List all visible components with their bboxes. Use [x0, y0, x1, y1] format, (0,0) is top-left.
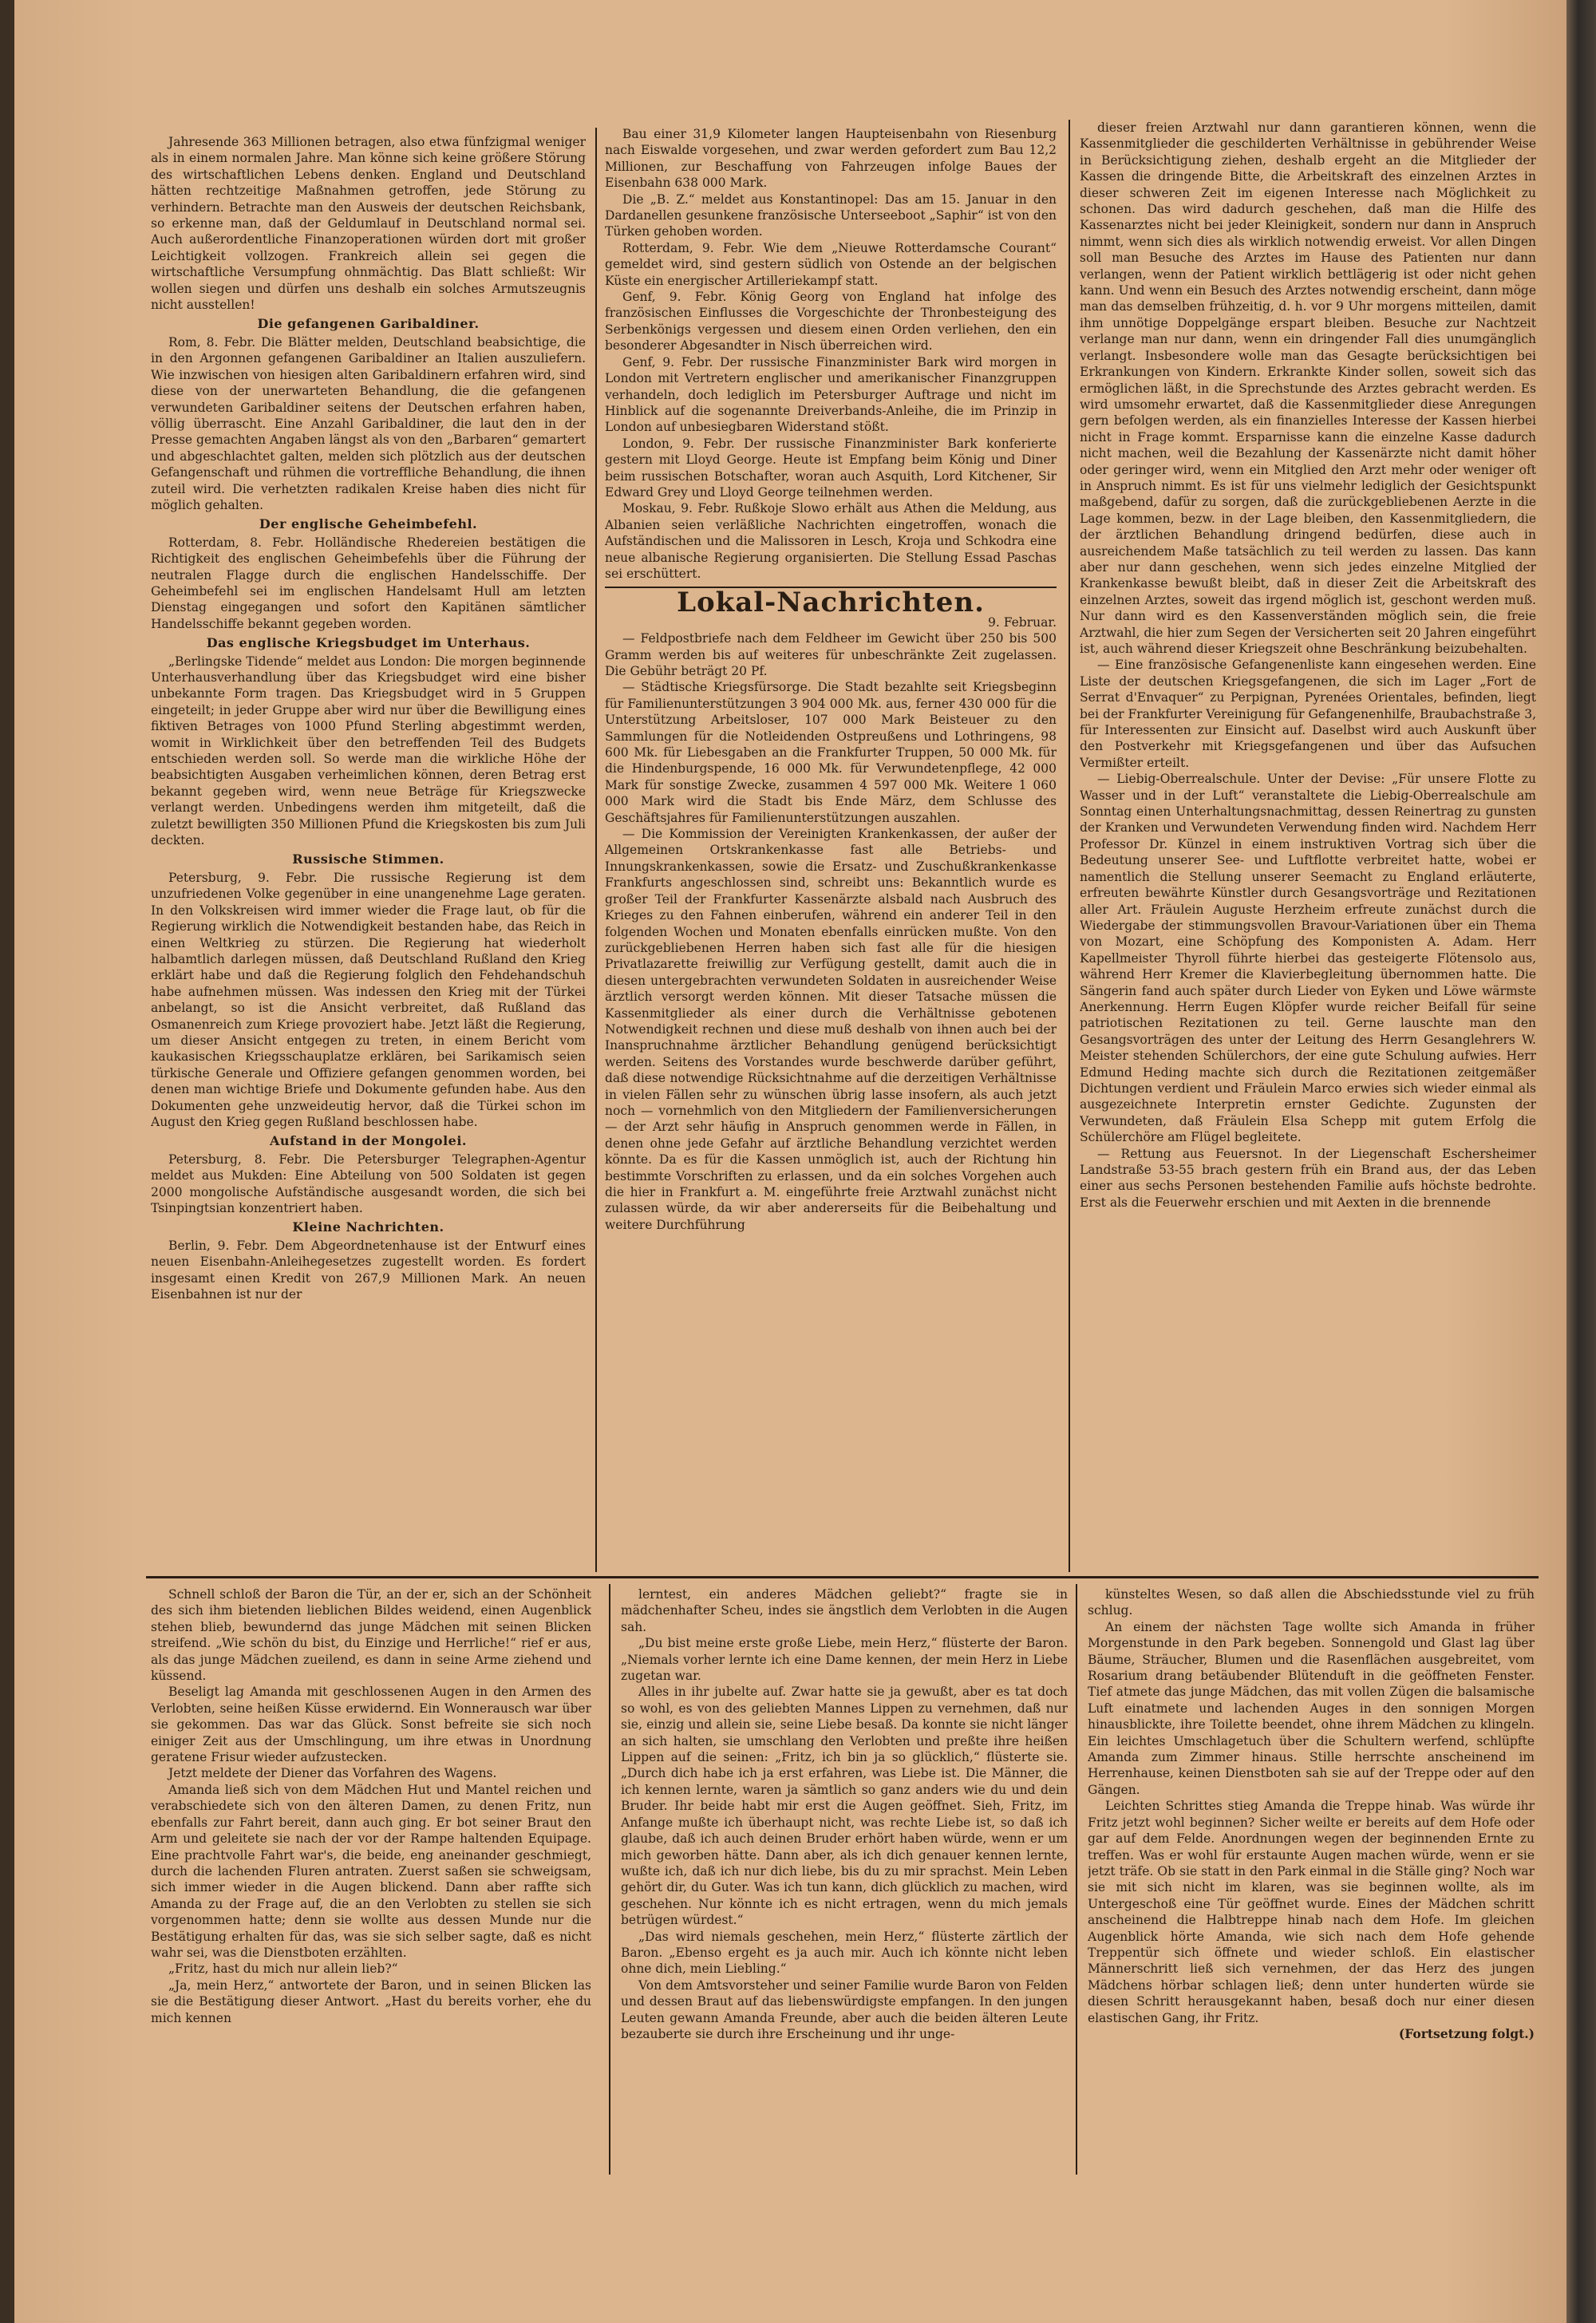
article-paragraph: Petersburg, 8. Febr. Die Petersburger Telegraphen-Agentur meldet aus Mukden: Eine Abteilung von 500 Soldaten ist gegen 2000 mongolische Aufständische ausgesandt worden, die sich bei Tsinpingtsian konzentriert haben. — [151, 1152, 586, 1215]
column-divider — [609, 1584, 610, 2175]
column-divider — [595, 128, 597, 1572]
article-paragraph: „Berlingske Tidende“ meldet aus London: Die morgen beginnende Unterhausverhandlung über das Kriegsbudget wird eine bisher unbekannte Form tragen. Das Kriegsbudget wird in 5 Gruppen eingeteilt; in jeder Gruppe aber wird nur über die Bewilligung eines fiktiven Betrages von 1000 Pfund Sterling abgestimmt werden, womit in Wirklichkeit über den betreffenden Teil des Budgets entschieden werden soll. So werde man die wirkliche Höhe der beabsichtigten Ausgaben verheimlichen können, deren Betrag erst bekannt gegeben wird, wenn neue Beträge für Kriegszwecke verlangt werden. Unbedingens werden ihm mitgeteilt, daß die zuletzt bewilligten 350 Millionen Pfund die Kriegskosten bis zum Juli deckten. — [151, 654, 586, 848]
continuation-note: (Fortsetzung folgt.) — [1398, 2025, 1535, 2041]
article-paragraph: Jahresende 363 Millionen betragen, also etwa fünfzigmal weniger als in einem normalen Jahre. Man könne sich keine größere Störung des wirtschaftlichen Lebens denken. England und Deutschland hätten rechtzeitige Maßnahmen getroffen, jede Störung zu verhindern. Betrachte man den Ausweis der deutschen Reichsbank, so erkenne man, daß der Geldumlauf in Deutschland normal sei. Auch außerordentliche Finanzoperationen würden dort mit großer Leichtigkeit vollzogen. Frankreich allein sei gegen die wirtschaftliche Versumpfung ohnmächtig. Das Blatt schließt: Wir wollen siegen und dürfen uns deshalb ein solches Armutszeugnis nicht ausstellen! — [151, 135, 586, 313]
article-paragraph: Genf, 9. Febr. König Georg von England hat infolge des französischen Einflusses die Vorgeschichte der Thronbesteigung des Serbenkönigs vergessen und diesem einen Orden verliehen, den ein besonderer Abgesandter in Nisch überreichen wird. — [605, 290, 1057, 354]
article-paragraph: Leichten Schrittes stieg Amanda die Treppe hinab. Was würde ihr Fritz jetzt wohl beginnen? Sicher weilte er bereits auf dem Hofe oder gar auf dem Felde. Anordnungen wegen der beginnenden Ernte zu treffen. Was er wohl für erstaunte Augen machen würde, wenn er sie jetzt träfe. Ob sie statt in den Park einmal in die Ställe ging? Noch war sie mit sich nicht im klaren, was sie beginnen wollte, als im Untergeschoß eine Tür geöffnet wurde. Eines der Mädchen schritt anscheinend die Halbtreppe hinab nach dem Hofe. Im gleichen Augenblick hörte Amanda, wie sich nach dem Hofe gehende Treppentür sich öffnete und wieder schloß. Ein elastischer Männerschritt ließ sich vernehmen, der das Herz des jungen Mädchens hörbar schlagen ließ; denn unter hunderten würde sie diesen Schritt herausgekannt haben, besaß doch nur einer diesen elastischen Gang, ihr Fritz. — [1088, 1799, 1535, 2025]
article-paragraph: An einem der nächsten Tage wollte sich Amanda in früher Morgenstunde in den Park begeben. Sonnengold und Glast lag über Bäume, Sträucher, Blumen und die Rasenflächen ausgebreitet, vom Rosarium drang betäubender Blütenduft in die geöffneten Fenster. Tief atmete das junge Mädchen, das mit vollen Zügen die balsamische Luft einatmete und lachenden Auges in den sonnigen Morgen hinausblickte, ihre Toilette beendet, ohne ihrem Mädchen zu klingeln. Ein leichtes Umschlagetuch über die Schultern werfend, schlüpfte Amanda zum Zimmer hinaus. Stille herrschte anscheinend im Herrenhause, keinen Dienstboten sah sie auf der Treppe oder auf den Gängen. — [1088, 1619, 1535, 1797]
article-paragraph: — Rettung aus Feuersnot. In der Liegenschaft Eschersheimer Landstraße 53-55 brach gestern früh ein Brand aus, der das Leben einer aus sechs Personen bestehenden Familie aufs höchste bedrohte. Erst als die Feuerwehr erschien und mit Aexten in die brennende — [1080, 1146, 1536, 1210]
article-paragraph: Jetzt meldete der Diener das Vorfahren des Wagens. — [168, 1766, 497, 1781]
serial-column-2 — [621, 1586, 1068, 2169]
newspaper-page — [14, 0, 1566, 2323]
article-paragraph: Rotterdam, 8. Febr. Holländische Rhedereien bestätigen die Richtigkeit des englischen Geheimbefehls über die Führung der neutralen Flagge durch die englischen Handelsschiffe. Der Geheimbefehl sei im englischen Handelsamt Hull am letzten Dienstag eingegangen und sofort den Kapitänen sämtlicher Handelsschiffe bekannt gegeben worden. — [151, 535, 586, 631]
news-column-3 — [1080, 120, 1536, 1566]
article-heading: Russische Stimmen. — [292, 851, 444, 867]
article-paragraph: London, 9. Febr. Der russische Finanzminister Bark konferierte gestern mit Lloyd George. Heute ist Empfang beim König und Diner beim russischen Botschafter, woran auch Asquith, Lord Kitchener, Sir Edward Grey und Lloyd George teilnehmen werden. — [605, 436, 1057, 500]
article-paragraph: — Liebig-Oberrealschule. Unter der Devise: „Für unsere Flotte zu Wasser und in der Luft“ veranstaltete die Liebig-Oberrealschule am Sonntag einen Unterhaltungsnachmittag, dessen Reinertrag zu gunsten der Kranken und Verwundeten Verwendung finden wird. Nachdem Herr Professor Dr. Künzel in einem instruktiven Vortrag sich über die Bedeutung unserer See- und Luftflotte verbreitet hatte, wobei er namentlich die Stellung unserer Seemacht zu England erläuterte, erfreuten bewährte Künstler durch Gesangsvorträge und Rezitationen aller Art. Fräulein Auguste Herzheim erfreute zunächst durch die Wiedergabe der stimmungsvollen Bravour-Variationen über ein Thema von Mozart, eine Schöpfung des Komponisten A. Adam. Herr Kapellmeister Thyroll führte hierbei das gesteigerte Flötensolo aus, während Herr Kremer die Klavierbegleitung übernommen hatte. Die Sängerin fand auch später durch Lieder von Eyken und Löwe wärmste Anerkennung. Herrn Eugen Klöpfer wurde reicher Beifall für seine patriotischen Rezitationen zu teil. Gerne lauschte man den Gesangsvorträgen des unter der Leitung des Herrn Gesanglehrers W. Meister stehenden Schülerchors, der eine gute Schulung aufwies. Herr Edmund Heding machte sich durch die Rezitationen zeitgemäßer Dichtungen verdient und Fräulein Marco erwies sich wieder einmal als ausgezeichnete Interpretin ernster Gedichte. Zugunsten der Verwundeten, daß Fräulein Elsa Schepp mit gutem Erfolg die Schülerchöre am Flügel begleitete. — [1080, 772, 1536, 1145]
article-paragraph: lerntest, ein anderes Mädchen geliebt?“ fragte sie in mädchenhafter Scheu, indes sie ängstlich dem Verlobten in die Augen sah. — [621, 1587, 1068, 1634]
article-paragraph: „Du bist meine erste große Liebe, mein Herz,“ flüsterte der Baron. „Niemals vorher lernte ich eine Dame kennen, der mein Herz in Liebe zugetan war. — [621, 1636, 1068, 1684]
article-paragraph: Von dem Amtsvorsteher und seiner Familie wurde Baron von Felden und dessen Braut auf das liebenswürdigste empfangen. In den jungen Leuten gewann Amanda Freunde, aber auch die beiden älteren Leute bezauberte sie durch ihre Erscheinung und ihr unge- — [621, 1977, 1068, 2041]
article-heading: Kleine Nachrichten. — [292, 1219, 444, 1235]
serial-column-3 — [1088, 1586, 1535, 2169]
article-heading: Die gefangenen Garibaldiner. — [257, 316, 480, 332]
article-paragraph: Schnell schloß der Baron die Tür, an der er, sich an der Schönheit des sich ihm bietenden lieblichen Bildes weidend, einen Augenblick stehen blieb, bewundernd das junge Mädchen mit seinen Blicken streifend. „Wie schön du bist, du Einzige und Herrliche!“ rief er aus, als das junge Mädchen zueilend, es dann in seine Arme ziehend und küssend. — [151, 1587, 591, 1684]
article-paragraph: — Eine französische Gefangenenliste kann eingesehen werden. Eine Liste der deutschen Kriegsgefangenen, die sich im Lager „Fort de Serrat d'Envaquer“ zu Perpignan, Pyrenées Orientales, befinden, liegt bei der Frankfurter Vereinigung für Gefangenenhilfe, Braubachstraße 3, für Interessenten zur Einsicht auf. Daselbst wird auch Auskunft über den Postverkehr mit Kriegsgefangenen und über das Aufsuchen Vermißter erteilt. — [1080, 658, 1536, 770]
article-paragraph: Petersburg, 9. Febr. Die russische Regierung ist dem unzufriedenen Volke gegenüber in eine unangenehme Lage geraten. In den Volkskreisen wird immer wieder die Frage laut, ob für die Regierung wirklich die Notwendigkeit bestanden habe, das Reich in einen Weltkrieg zu stürzen. Die Regierung hat wiederholt halbamtlich darlegen müssen, daß Deutschland Rußland den Krieg erklärt habe und daß die Regierung folglich den Fehdehandschuh habe aufnehmen müssen. Was indessen den Krieg mit der Türkei anbelangt, so ist die Ansicht verbreitet, daß Rußland das Osmanenreich zum Kriege provoziert habe. Jetzt läßt die Regierung, um dieser Ansicht entgegen zu treten, in einem Bericht vom kaukasischen Kriegsschauplatze erklären, bei Sarikamisch seien türkische Generale und Offiziere gefangen genommen worden, bei denen man wichtige Briefe und Dokumente gefunden habe. Aus den Dokumenten gehe unzweideutig hervor, daß die Türkei schon im August den Krieg gegen Rußland beschlossen habe. — [151, 870, 586, 1129]
section-date: 9. Februar. — [988, 614, 1057, 630]
article-paragraph: Berlin, 9. Febr. Dem Abgeordnetenhause ist der Entwurf eines neuen Eisenbahn-Anleihegesetzes zugestellt worden. Es fordert insgesamt einen Kredit von 267,9 Millionen Mark. An neuen Eisenbahnen ist nur der — [151, 1238, 586, 1302]
article-paragraph: Moskau, 9. Febr. Rußkoje Slowo erhält aus Athen die Meldung, aus Albanien seien verläßliche Nachrichten eingetroffen, wonach die Aufständischen und die Malissoren in Lesch, Kroja und Schkodra eine neue albanische Regierung organisierten. Die Stellung Essad Paschas sei erschüttert. — [605, 501, 1057, 581]
news-column-1 — [151, 134, 586, 1566]
article-paragraph: Rom, 8. Febr. Die Blätter melden, Deutschland beabsichtige, die in den Argonnen gefangenen Garibaldiner an Italien auszuliefern. Wie inzwischen von hiesigen alten Garibaldinern erfahren wird, sind diese von der unerwarteten Behandlung, die die gefangenen verwundeten Garibaldiner seitens der Deutschen erfahren haben, völlig überrascht. Eine Anzahl Garibaldiner, die laut den in der Presse gemachten Angaben längst als von den „Barbaren“ gemartert und abgeschlachtet galten, melden sich plötzlich aus der deutschen Gefangenschaft und rühmen die vortreffliche Behandlung, die ihnen zuteil wird. Die verhetzten radikalen Kreise haben dies nicht für möglich gehalten. — [151, 334, 586, 512]
article-paragraph: — Feldpostbriefe nach dem Feldheer im Gewicht über 250 bis 500 Gramm werden bis auf weiteres für unbeschränkte Zeit zugelassen. Die Gebühr beträgt 20 Pf. — [605, 631, 1057, 678]
article-heading: Der englische Geheimbefehl. — [259, 516, 478, 532]
article-heading: Das englische Kriegsbudget im Unterhaus. — [206, 635, 531, 651]
article-paragraph: — Städtische Kriegsfürsorge. Die Stadt bezahlte seit Kriegsbeginn für Familienunterstützungen 3 904 000 Mk. aus, ferner 430 000 für die Unterstützung Arbeitsloser, 107 000 Mark Beisteuer zu den Sammlungen für die Notleidenden Ostpreußens und Lothringens, 98 600 Mk. für Liebesgaben an die Frankfurter Truppen, 50 000 Mk. für die Hindenburgspende, 16 000 Mk. für Verwundetenpflege, 42 000 Mark für sonstige Zwecke, zusammen 4 597 000 Mk. Weitere 1 060 000 Mark wird die Stadt bis Ende März, dem Schlusse des Geschäftsjahres für Familienunterstützungen auszahlen. — [605, 680, 1057, 825]
article-paragraph: „Das wird niemals geschehen, mein Herz,“ flüsterte zärtlich der Baron. „Ebenso ergeht es ja auch mir. Auch ich könnte nicht leben ohne dich, mein Liebling.“ — [621, 1929, 1068, 1977]
serial-column-1 — [151, 1586, 591, 2169]
article-paragraph: Alles in ihr jubelte auf. Zwar hatte sie ja gewußt, aber es tat doch so wohl, es von des geliebten Mannes Lippen zu vernehmen, daß nur sie, einzig und allein sie, seine Liebe besaß. Da konnte sie nicht länger an sich halten, sie umschlang den Verlobten und preßte ihre heißen Lippen auf die seinen: „Fritz, ich bin ja so glücklich,“ flüsterte sie. „Durch dich habe ich ja erst erfahren, was Liebe ist. Die Männer, die ich kennen lernte, waren ja sämtlich so ganz anders wie du und dein Bruder. Ihr beide habt mir erst die Augen geöffnet. Sieh, Fritz, im Anfange mußte ich überhaupt nicht, was rechte Liebe ist, so daß ich glaube, daß ich auch deinen Bruder erhört haben würde, wenn er um mich geworben hätte. Dann aber, als ich dich genauer kennen lernte, wußte ich, daß ich nur dich liebe, bis du zu mir sprachst. Mein Leben gehört dir, du Guter. Was ich tun kann, dich glücklich zu machen, wird geschehen. Nur könnte ich es nicht ertragen, wenn du mich jemals betrügen würdest.“ — [621, 1685, 1068, 1928]
book-binding — [1566, 0, 1596, 2323]
section-title: Lokal-Nachrichten. — [605, 587, 1057, 610]
article-paragraph: — Die Kommission der Vereinigten Krankenkassen, der außer der Allgemeinen Ortskrankenkasse fast alle Betriebs- und Innungskrankenkassen, sowie die Ersatz- und Zuschußkrankenkasse Frankfurts angeschlossen sind, schreibt uns: Bekanntlich wurde es großer Teil der Frankfurter Kassenärzte alsbald nach Ausbruch des Krieges zu den Fahnen einberufen, während ein anderer Teil in den folgenden Wochen und Monaten ebenfalls einrücken mußte. Von den zurückgebliebenen Herren haben sich fast alle für die hiesigen Privatlazarette freiwillig zur Verfügung gestellt, damit auch die in diesen untergebrachten verwundeten Soldaten in ausreichender Weise ärztlich versorgt werden können. Mit dieser Tatsache müssen die Kassenmitglieder als einer durch die Verhältnisse gebotenen Notwendigkeit rechnen und diese muß deshalb von ihnen auch bei der Inanspruchnahme ärztlicher Behandlung genügend berücksichtigt werden. Seitens des Vorstandes wurde beschwerde darüber geführt, daß diese notwendige Rücksichtnahme auf die derzeitigen Verhältnisse in vielen Fällen sehr zu wünschen übrig lasse insofern, als auch jetzt noch — vornehmlich von den Mitgliedern der Familienversicherungen — der Arzt sehr häufig in Anspruch genommen werde in Fällen, in denen ohne jede Gefahr auf ärztliche Behandlung verzichtet werden könnte. Da es für die Kassen unmöglich ist, auch der Richtung hin bestimmte Vorschriften zu erlassen, und da ein solches Vorgehen auch die hier in Frankfurt a. M. eingeführte freie Arztwahl zunächst nicht zulassen würde, da wir aber andererseits für die Beibehaltung und weitere Durchführung — [605, 827, 1057, 1232]
feuilleton-rule — [146, 1576, 1539, 1578]
column-divider — [1069, 120, 1070, 1572]
article-paragraph: „Ja, mein Herz,“ antwortete der Baron, und in seinen Blicken las sie die Bestätigung dieser Antwort. „Hast du bereits vorher, ehe du mich kennen — [151, 1977, 591, 2025]
article-paragraph: „Fritz, hast du mich nur allein lieb?“ — [168, 1962, 398, 1977]
article-paragraph: Rotterdam, 9. Febr. Wie dem „Nieuwe Rotterdamsche Courant“ gemeldet wird, sind gestern südlich von Ostende an der belgischen Küste ein energischer Artilleriekampf statt. — [605, 240, 1057, 288]
article-paragraph: Bau einer 31,9 Kilometer langen Haupteisenbahn von Riesenburg nach Eiswalde vorgesehen, und zwar werden gefordert zum Bau 12,2 Millionen, zur Beschaffung von Fahrzeugen infolge Baues der Eisenbahn 638 000 Mark. — [605, 127, 1057, 191]
news-column-2 — [605, 126, 1057, 1566]
article-paragraph: dieser freien Arztwahl nur dann garantieren können, wenn die Kassenmitglieder die geschilderten Verhältnisse in gebührender Weise in Berücksichtigung ziehen, deshalb ergeht an die Mitglieder der Kassen die dringende Bitte, die Arbeitskraft des einzelnen Arztes in dieser schweren Zeit im eigenen Interesse nach Möglichkeit zu schonen. Das wird dadurch geschehen, daß man die Hilfe des Kassenarztes nicht bei jeder Kleinigkeit, sondern nur dann in Anspruch nimmt, wenn sich dies als wirklich notwendig erweist. Vor allen Dingen soll man Besuche des Arztes im Hause des Patienten nur dann verlangen, wenn der Patient wirklich bettlägerig ist oder nicht gehen kann. Und wenn ein Besuch des Arztes notwendig erscheint, dann möge man das demselben frühzeitig, d. h. vor 9 Uhr morgens mitteilen, damit ihm unnötige Doppelgänge erspart bleiben. Besuche zur Nachtzeit verlange man nur dann, wenn ein dringender Fall dies unumgänglich verlangt. Insbesondere wolle man das Gesagte berücksichtigen bei Erkrankungen von Kindern. Erkrankte Kinder sollen, soweit sich das ermöglichen läßt, in die Sprechstunde des Arztes gebracht werden. Es wird umsomehr erwartet, daß die Kassenmitglieder diese Anregungen gern befolgen werden, als ein finanzielles Interesse der Kassen hierbei nicht in Frage kommt. Ersparnisse kann die einzelne Kasse dadurch nicht machen, weil die Bezahlung der Kassenärzte nicht damit höher oder geringer wird, wenn ein Mitglied den Arzt mehr oder weniger oft in Anspruch nimmt. Es ist für uns vielmehr lediglich der Gesichtspunkt maßgebend, dafür zu sorgen, daß die zurückgebliebenen Aerzte in die Lage kommen, bezw. in der Lage bleiben, den Kassenmitgliedern, die der ärztlichen Behandlung dringend bedürfen, diese auch in ausreichendem Maße tatsächlich zu teil werden zu lassen. Das kann aber nur dann geschehen, wenn sich jedes einzelne Mitglied der Krankenkasse bewußt bleibt, daß in dieser Zeit die Arbeitskraft des einzelnen Arztes, soweit das irgend möglich ist, geschont werden muß. Nur dann wird es den Kassenverständen möglich sein, die freie Arztwahl, die hier zum Segen der Versicherten seit 20 Jahren eingeführt ist, auch während dieser Kriegszeit ohne Beschränkung beizubehalten. — [1080, 120, 1536, 656]
article-paragraph: Genf, 9. Febr. Der russische Finanzminister Bark wird morgen in London mit Vertretern englischer und amerikanischer Finanzgruppen verhandeln, doch lediglich im Petersburger Auftrage und nicht im Hinblick auf die sogenannte Dreiverbands-Anleihe, die im Prinzip in London auf unbesiegbaren Widerstand stößt. — [605, 354, 1057, 435]
article-paragraph: Amanda ließ sich von dem Mädchen Hut und Mantel reichen und verabschiedete sich von den älteren Damen, zu denen Fritz, nun ebenfalls zur Fahrt bereit, dann auch ging. Er bot seiner Braut den Arm und geleitete sie nach der vor der Rampe haltenden Equipage. Eine prachtvolle Fahrt war's, die beide, eng aneinander geschmiegt, durch die lachenden Fluren antraten. Zuerst saßen sie schweigsam, sich immer wieder in die Augen blickend. Dann aber raffte sich Amanda zu der Frage auf, die an den Verlobten zu stellen sie sich vorgenommen hatte; denn sie wollte aus dessen Munde nur die Bestätigung erhalten für das, was sie sich selber sagte, daß es nicht wahr sei, was die Dienstboten erzählten. — [151, 1782, 591, 1960]
article-paragraph: Die „B. Z.“ meldet aus Konstantinopel: Das am 15. Januar in den Dardanellen gesunkene französische Unterseeboot „Saphir“ ist von den Türken gehoben worden. — [605, 192, 1057, 239]
article-paragraph: Beseligt lag Amanda mit geschlossenen Augen in den Armen des Verlobten, seine heißen Küsse erwidernd. Ein Wonnerausch war über sie gekommen. Das war das Glück. Sonst befreite sie sich noch einiger Zeit aus der Umschlingung, um ihre etwas in Unordnung geratene Frisur wieder aufzustecken. — [151, 1685, 591, 1765]
article-paragraph: künsteltes Wesen, so daß allen die Abschiedsstunde viel zu früh schlug. — [1088, 1587, 1535, 1618]
article-heading: Aufstand in der Mongolei. — [269, 1133, 467, 1149]
column-divider — [1076, 1584, 1077, 2175]
